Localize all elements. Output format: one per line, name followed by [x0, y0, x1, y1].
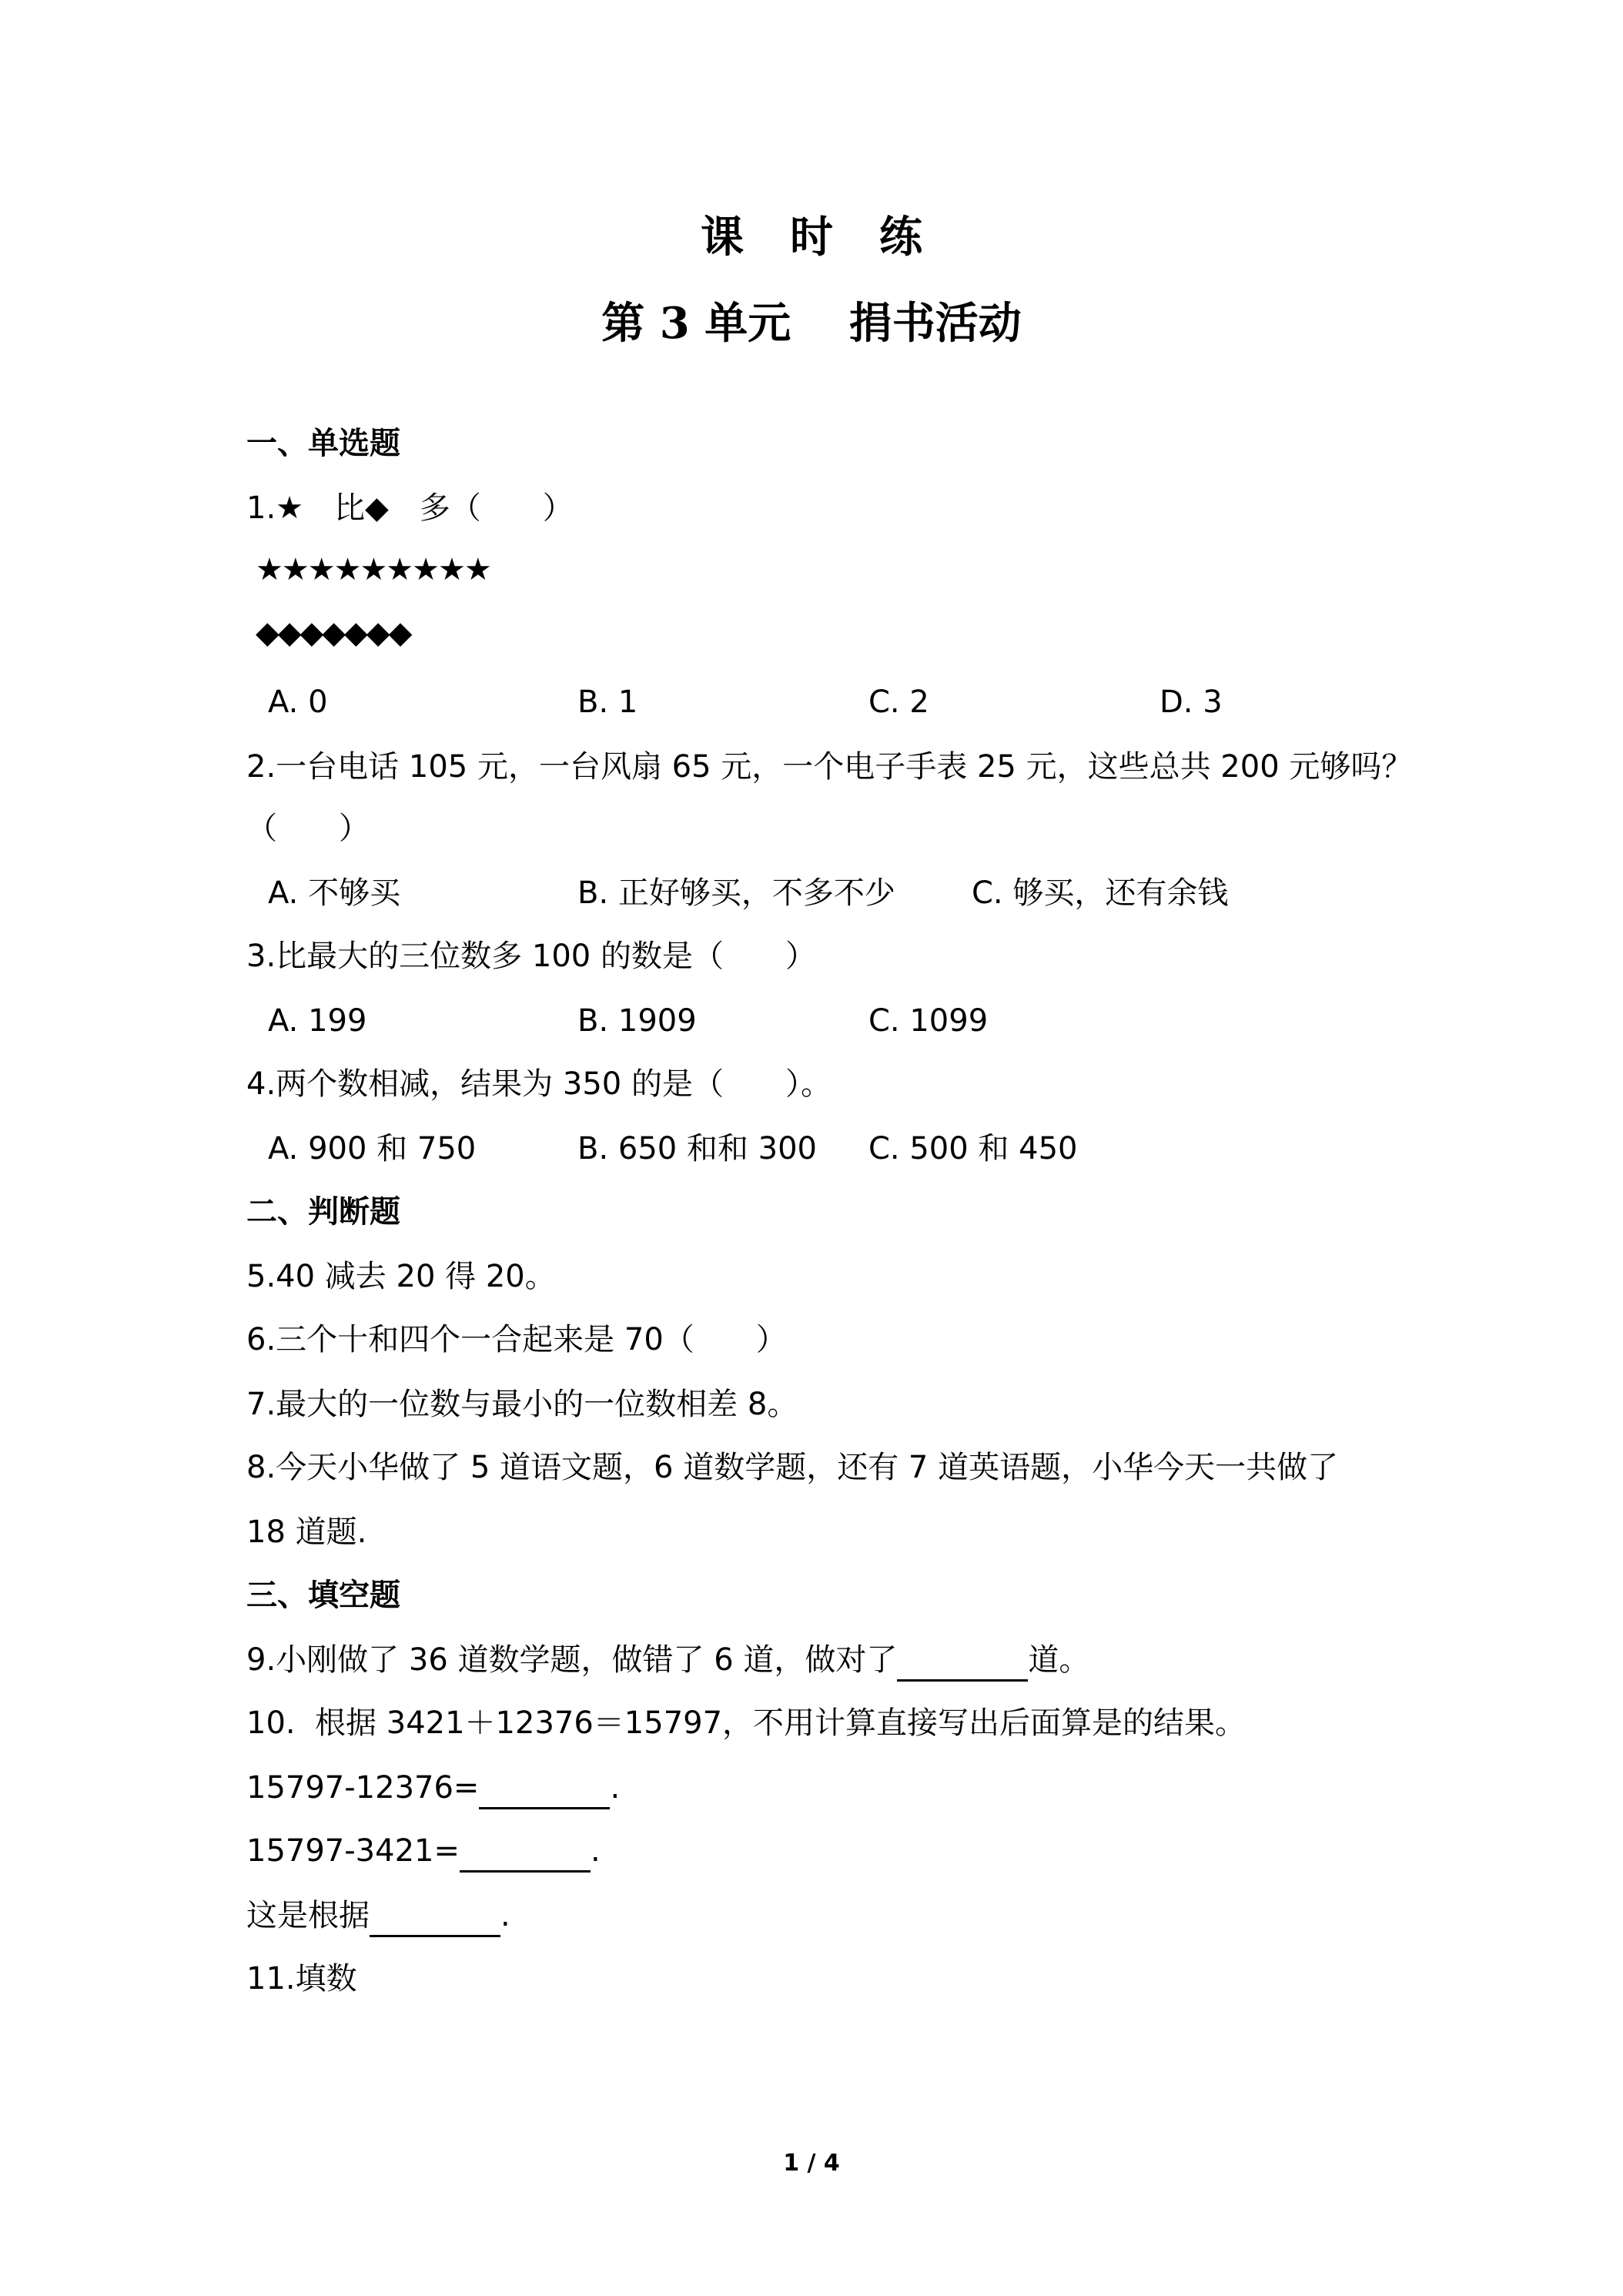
- question-9: [246, 1638, 1089, 1682]
- question-6: 6.三个十和四个一合起来是 70（ ）: [246, 1322, 787, 1357]
- q1-option-d: D. 3: [1160, 684, 1223, 720]
- question-10: 10. 根据 3421＋12376＝15797，不用计算直接写出后面算是的结果。: [246, 1705, 1247, 1741]
- question-11: 11.填数: [246, 1961, 357, 1996]
- q1-option-a: A. 0: [268, 684, 328, 720]
- q1-option-b: B. 1: [577, 684, 638, 720]
- question-2: 2.一台电话 105 元，一台风扇 65 元，一个电子手表 25 元，这些总共 200 元够吗？: [246, 749, 1413, 785]
- q10-period-3: .: [500, 1898, 510, 1933]
- question-2-paren: （ ）: [246, 811, 370, 846]
- question-8: 8.今天小华做了 5 道语文题，6 道数学题，还有 7 道英语题，小华今天一共做了: [246, 1450, 1339, 1485]
- q9-after-text: 道。: [1028, 1642, 1090, 1678]
- q2-option-b: B. 正好够买，不多不少: [577, 875, 895, 911]
- q10-line-2: [246, 1829, 601, 1873]
- question-1: [246, 487, 574, 530]
- question-4: 4.两个数相减，结果为 350 的是（ ）。: [246, 1066, 832, 1102]
- question-8-cont: 18 道题.: [246, 1514, 367, 1550]
- question-7: 7.最大的一位数与最小的一位数相差 8。: [246, 1387, 798, 1422]
- question-5: 5.40 减去 20 得 20。: [246, 1259, 556, 1294]
- star-icon: ★: [276, 490, 304, 526]
- question-3: 3.比最大的三位数多 100 的数是（ ）: [246, 939, 816, 974]
- q3-option-a: A. 199: [268, 1003, 367, 1039]
- q9-answer-blank[interactable]: [897, 1645, 1028, 1682]
- page-title: 课时练: [701, 212, 969, 263]
- stars-row: ★★★★★★★★★: [256, 552, 490, 587]
- q1-number: 1.: [246, 490, 276, 526]
- q10-expr-1: 15797-12376=: [246, 1770, 480, 1806]
- page-number: 1 / 4: [783, 2150, 840, 2177]
- diamonds-row: ◆◆◆◆◆◆◆: [256, 615, 411, 651]
- q4-option-b: B. 650 和和 300: [577, 1131, 817, 1166]
- section-heading-true-false: 二、判断题: [246, 1194, 400, 1230]
- q1-suffix-text: 多（ ）: [388, 490, 574, 526]
- q10-expr-2: 15797-3421=: [246, 1833, 460, 1869]
- q3-option-b: B. 1909: [577, 1003, 697, 1039]
- q10-line-1: [246, 1766, 620, 1809]
- q10-line-3: [246, 1894, 510, 1937]
- q1-compare-text: 比: [303, 490, 366, 526]
- q10-reason-text: 这是根据: [246, 1898, 370, 1933]
- section-heading-single-choice: 一、单选题: [246, 426, 400, 461]
- q2-option-a: A. 不够买: [268, 875, 401, 911]
- q10-answer-blank-3[interactable]: [370, 1901, 500, 1937]
- q4-option-a: A. 900 和 750: [268, 1131, 477, 1166]
- q10-answer-blank-1[interactable]: [479, 1773, 610, 1809]
- q1-option-c: C. 2: [868, 684, 929, 720]
- q9-text: 9.小刚做了 36 道数学题，做错了 6 道，做对了: [246, 1642, 898, 1678]
- q10-period-2: .: [591, 1833, 601, 1869]
- q10-answer-blank-2[interactable]: [460, 1836, 591, 1873]
- q10-period-1: .: [610, 1770, 621, 1806]
- q3-option-c: C. 1099: [868, 1003, 989, 1039]
- q4-option-c: C. 500 和 450: [868, 1131, 1078, 1166]
- section-heading-fill-blank: 三、填空题: [246, 1578, 400, 1613]
- diamond-icon: ◆: [365, 490, 389, 526]
- unit-subtitle: 第 3 单元 捐书活动: [601, 298, 1022, 349]
- q2-option-c: C. 够买，还有余钱: [972, 875, 1229, 911]
